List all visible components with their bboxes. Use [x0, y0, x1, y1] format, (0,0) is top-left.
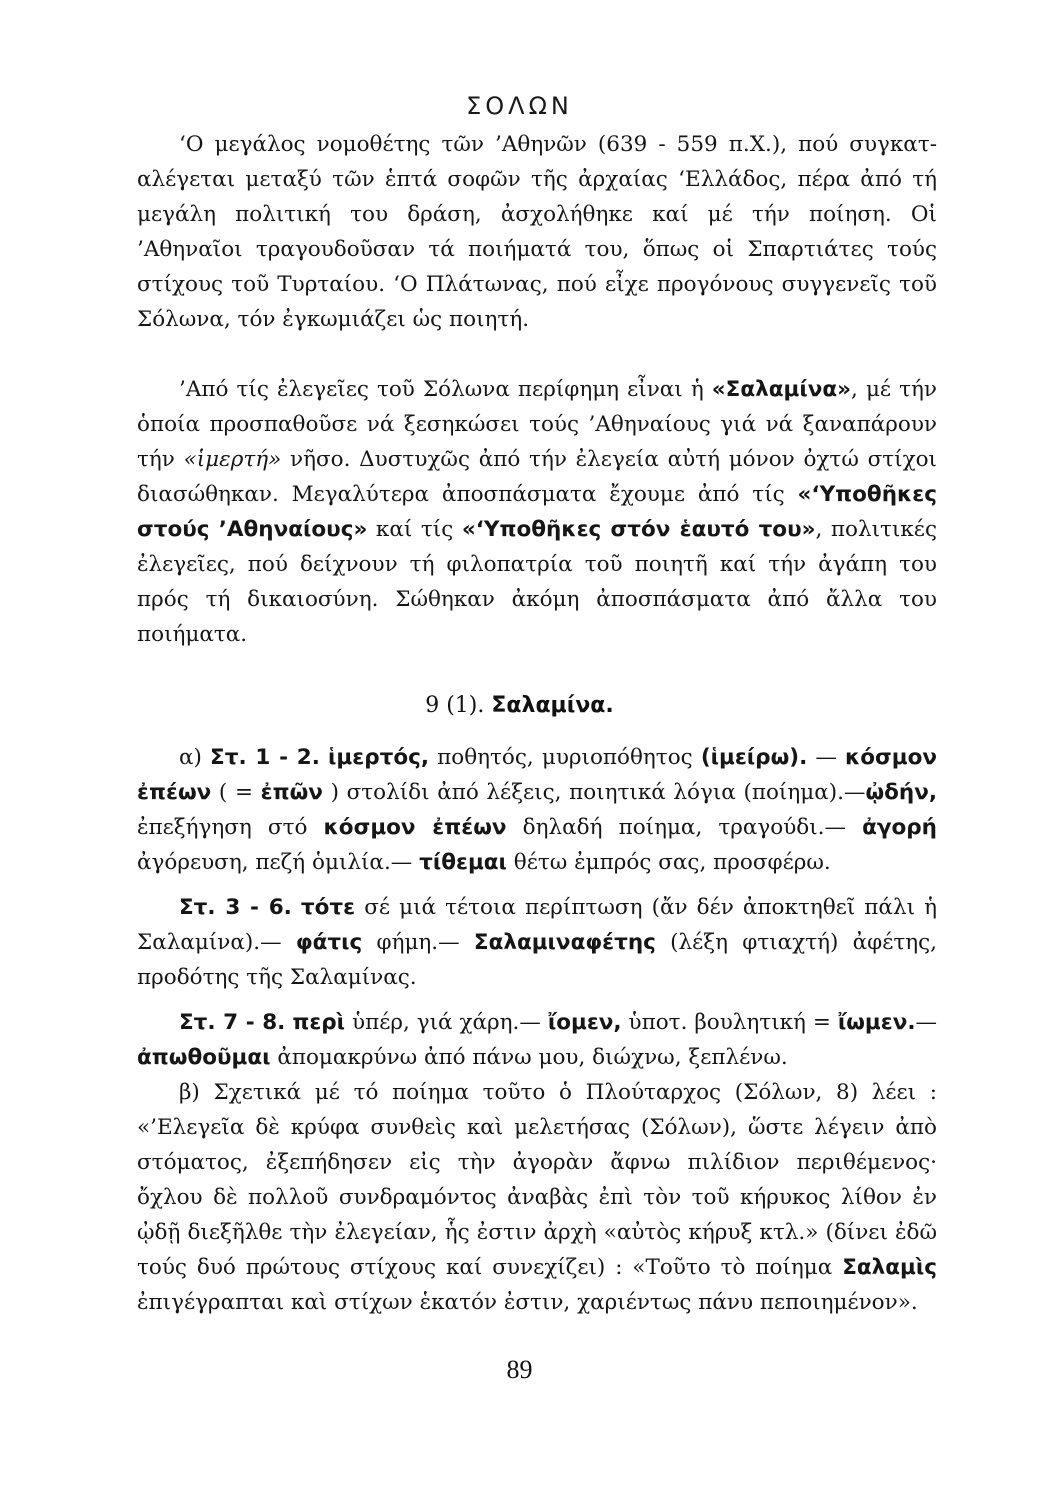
- verse-ref: Στ. 7 - 8.: [179, 1010, 286, 1035]
- note-alpha: [137, 740, 937, 880]
- works-paragraph: [137, 372, 937, 652]
- gloss: φήμη.—: [362, 930, 474, 955]
- term: τίθεμαι: [419, 850, 507, 875]
- term: περὶ: [292, 1010, 346, 1035]
- gloss: ποθητός, μυριοπόθητος: [429, 745, 701, 770]
- page-number: 89: [506, 1355, 533, 1384]
- ypothikes-eafto-title: «‘Υποθῆκες στόν ἑαυτό του»: [461, 517, 816, 542]
- gloss: δηλαδή ποίημα, τραγούδι.—: [506, 815, 863, 840]
- gloss: Σχετικά μέ τό ποίημα τοῦτο ὁ Πλούταρχος (Σόλων, 8) λέει : «’Ελεγεῖα δὲ κρύφα συνθεὶς καὶ μελετήσας (Σόλων), ὥστε λέγειν ἀπὸ στόματος, ἐξεπήδησεν εἰς τὴν ἀγορὰν ἄφνω πιλίδιον περιθέμενος· ὄχλου δὲ πολλοῦ συνδραμόντος ἀναβὰς ἐπὶ τὸν τοῦ κήρυκος λίθον ἐν ᾠδῇ διεξῆλθε τὴν ἐλεγείαν, ἧς ἐστιν ἀρχὴ «αὐτὸς κήρυξ κτλ.» (δίνει ἐδῶ τούς δυό πρώτους στίχους καί συνεχίζει) : «Τοῦτο τὸ ποίημα: [137, 1080, 937, 1280]
- gloss: ἐπιγέγραπται καὶ στίχων ἑκατόν ἐστιν, χαριέντως πάνυ πεποιημένον».: [137, 1290, 918, 1315]
- works-text-a: ’Από τίς ἐλεγεῖες τοῦ Σόλωνα περίφημη εἶναι ἡ: [179, 377, 712, 402]
- note-beta: [137, 1075, 937, 1320]
- note-label: β): [179, 1080, 200, 1105]
- note-label: α): [179, 745, 202, 770]
- term: ᾠδήν,: [865, 780, 938, 805]
- verse-ref: Στ. 3 - 6.: [179, 895, 292, 920]
- term: φάτις: [295, 930, 363, 955]
- term: Σαλαμὶς: [842, 1255, 937, 1280]
- term: ἴωμεν.: [837, 1010, 916, 1035]
- ypothikes-athinaious-title: «‘Υποθῆκες στούς ’Αθηναίους»: [137, 482, 937, 542]
- page-title: ΣΟΛΩΝ: [466, 92, 573, 120]
- gloss: ὑποτ. βουλητική =: [621, 1010, 838, 1035]
- works-text-d: καί τίς: [367, 517, 462, 542]
- notes-section: [137, 740, 937, 1320]
- gloss: (λέξη φτιαχτή) ἀφέτης, προδότης τῆς Σαλαμίνας.: [137, 930, 937, 990]
- gloss: σέ μιά τέτοια περίπτωση (ἄν δέν ἀποκτηθεῖ πάλι ἡ Σαλαμίνα).—: [137, 895, 937, 955]
- gloss: ὑπέρ, γιά χάρη.—: [345, 1010, 548, 1035]
- intro-section: [137, 127, 937, 337]
- imerti-word: «ἱμερτή»: [183, 447, 282, 472]
- gloss: θέτω ἐμπρός σας, προσφέρω.: [506, 850, 831, 875]
- term: ἐπῶν: [260, 780, 323, 805]
- gloss: ἀπομακρύνω ἀπό πάνω μου, διώχνω, ξεπλένω.: [270, 1045, 788, 1070]
- poem-title: Σαλαμίνα.: [491, 693, 614, 718]
- salamina-title: «Σαλαμίνα»: [711, 377, 852, 402]
- note-verses-7-8: [137, 1005, 937, 1075]
- works-text-b: , μέ τήν ὁποία προσπαθοῦσε νά ξεσηκώσει τούς ’Αθηναίους γιά νά ξαναπάρουν τήν: [137, 377, 937, 472]
- term: κόσμον ἐπέων: [323, 815, 507, 840]
- gloss: ) στολίδι ἀπό λέξεις, ποιητικά λόγια (ποίημα).—: [322, 780, 866, 805]
- works-text-c: νῆσο. Δυστυχῶς ἀπό τήν ἐλεγεία αὐτή μόνον ὀχτώ στίχοι διασώθηκαν. Μεγαλύτερα ἀποσπάσματα ἔχουμε ἀπό τίς: [137, 447, 937, 507]
- gloss: ἐπεξήγηση στό: [137, 815, 324, 840]
- term: Σαλαμιναφέτης: [473, 930, 656, 955]
- note-verses-3-6: [137, 890, 937, 995]
- gloss: —: [915, 1010, 938, 1035]
- term: τότε: [300, 895, 356, 920]
- gloss: ἀγόρευση, πεζή ὁμιλία.—: [137, 850, 420, 875]
- term: ἱμερτός,: [328, 745, 430, 770]
- gloss: —: [807, 745, 845, 770]
- verse-ref: Στ. 1 - 2.: [210, 745, 320, 770]
- intro-paragraph: ‘Ο μεγάλος νομοθέτης τῶν ’Αθηνῶν (639 - 559 π.Χ.), πού συγκαταλέγεται μεταξύ τῶν ἑπτά σοφῶν τῆς ἀρχαίας ‘Ελλάδος, πέρα ἀπό τή μεγάλη πολιτική του δράση, ἀσχολήθηκε καί μέ τήν ποίηση. Οἱ ’Αθηναῖοι τραγουδοῦσαν τά ποιήματά του, ὅπως οἱ Σπαρτιάτες τούς στίχους τοῦ Τυρταίου. ‘Ο Πλάτωνας, πού εἶχε προγόνους συγγενεῖς τοῦ Σόλωνα, τόν ἐγκωμιάζει ὡς ποιητή.: [137, 132, 937, 332]
- works-section: [137, 372, 937, 652]
- works-text-e: , πολιτικές ἐλεγεῖες, πού δείχνουν τή φιλοπατρία τοῦ ποιητῆ καί τήν ἀγάπη του πρός τή δικαιοσύνη. Σώθηκαν ἀκόμη ἀποσπάσματα ἀπό ἄλλα του ποιήματα.: [137, 517, 937, 647]
- term: ἀπωθοῦμαι: [137, 1045, 271, 1070]
- poem-number: 9 (1).: [425, 693, 485, 718]
- term: ἴομεν,: [547, 1010, 622, 1035]
- gloss: ( =: [211, 780, 261, 805]
- term: κόσμον ἐπέων: [137, 745, 938, 805]
- term: (ἱμείρω).: [700, 745, 808, 770]
- poem-subheading: [0, 688, 1039, 723]
- term: ἀγορή: [862, 815, 937, 840]
